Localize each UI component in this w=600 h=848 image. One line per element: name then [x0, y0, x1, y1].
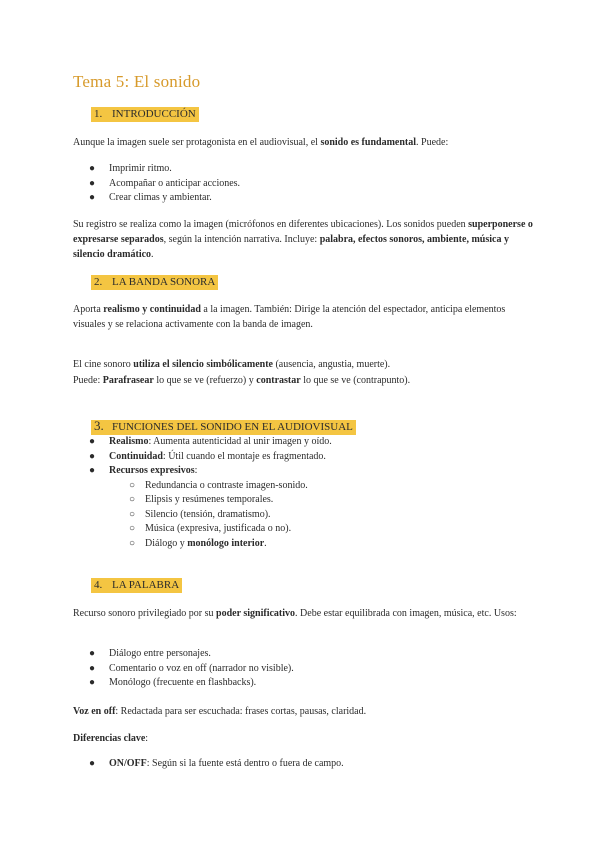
list-item: ● Realismo: Aumenta autenticidad al unir imagen y oído.	[89, 436, 332, 447]
paragraph-banda-sonora: Aporta realismo y continuidad a la imagen. También: Dirige la atención del espectador, anticipa elementos visuales y se relaciona activamente con la banda de imagen.	[73, 304, 506, 330]
sub-list-item: ○ Silencio (tensión, dramatismo).	[129, 508, 271, 520]
list-item: ● ON/OFF: Según si la fuente está dentro o fuera de campo.	[89, 758, 344, 769]
section-heading-palabra: 4. LA PALABRA	[91, 579, 182, 591]
section-heading-banda-sonora: 2. LA BANDA SONORA	[91, 276, 218, 288]
sub-list-item: ○ Redundancia o contraste imagen-sonido.	[129, 479, 308, 491]
list-item: ● Acompañar o anticipar acciones.	[89, 177, 241, 189]
sub-list-item: ○ Música (expresiva, justificada o no).	[129, 523, 292, 534]
diferencias-list	[89, 757, 344, 772]
list-item: ● Imprimir ritmo.	[89, 163, 172, 174]
paragraph-palabra: Recurso sonoro privilegiado por su poder significativo. Debe estar equilibrada con imagen, música, etc. Usos:	[73, 608, 517, 619]
list-item: ● Diálogo entre personajes.	[89, 648, 211, 659]
sub-list-item: ○ Diálogo y monólogo interior.	[129, 537, 267, 549]
page-title: Tema 5: El sonido	[73, 72, 201, 91]
paragraph-registro: Su registro se realiza como la imagen (micrófonos en diferentes ubicaciones). Los sonidos pueden superponerse o expresarse separados, según la intención narrativa. Incluye: palabra, efectos sonoros, ambiente, música y silencio dramático.	[73, 219, 533, 260]
section-heading-introduccion: 1. INTRODUCCIÓN	[91, 108, 199, 120]
list-item: ● Crear climas y ambientar.	[89, 192, 212, 203]
section-heading-funciones: 3. FUNCIONES DEL SONIDO EN EL AUDIOVISUAL	[91, 418, 356, 434]
recursos-sublist	[109, 479, 332, 552]
list-item: ● Continuidad: Útil cuando el montaje es fragmentado.	[89, 450, 326, 462]
list-item: ● Comentario o voz en off (narrador no visible).	[89, 662, 294, 674]
funciones-list	[89, 435, 332, 551]
list-item: ● Monólogo (frecuente en flashbacks).	[89, 677, 257, 688]
paragraph-voz-en-off: Voz en off: Redactada para ser escuchada: frases cortas, pausas, claridad.	[73, 706, 367, 717]
paragraph-silencio: El cine sonoro utiliza el silencio simbólicamente (ausencia, angustia, muerte).	[73, 359, 391, 370]
intro-list	[89, 162, 240, 206]
paragraph-diferencias: Diferencias clave:	[73, 733, 149, 744]
palabra-list	[89, 647, 294, 691]
paragraph-intro: Aunque la imagen suele ser protagonista en el audiovisual, el sonido es fundamental. Puede:	[73, 137, 449, 148]
paragraph-parafrasear: Puede: Parafrasear lo que se ve (refuerzo) y contrastar lo que se ve (contrapunto).	[73, 375, 411, 386]
list-item: ● Recursos expresivos: ○ Redundancia o contraste imagen-sonido. ○ Elipsis y resúmenes temporales. ○ Silencio (tensión, dramatismo). ○ Música (expresiva, justificada o no). ○ Diálogo y monólogo interior.	[89, 464, 332, 551]
sub-list-item: ○ Elipsis y resúmenes temporales.	[129, 494, 274, 505]
